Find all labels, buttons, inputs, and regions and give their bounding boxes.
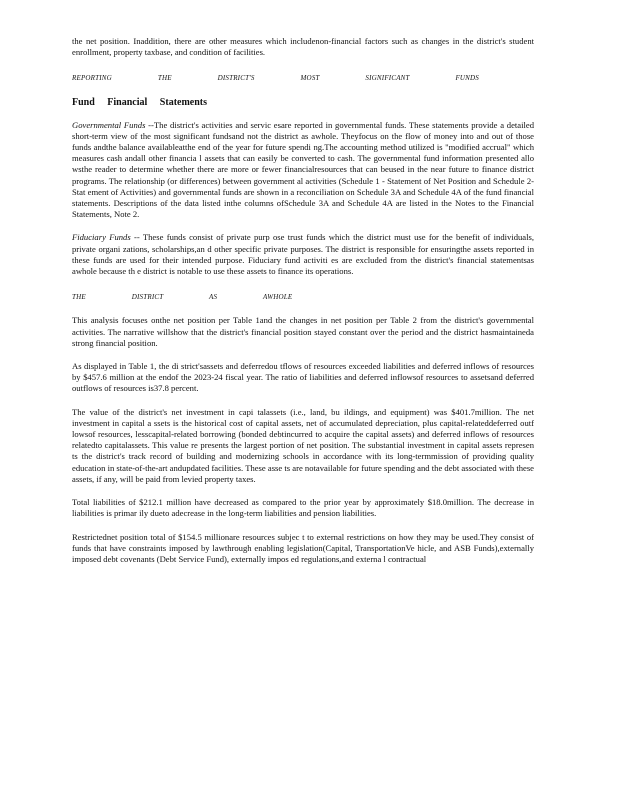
intro-paragraph: the net position. Inaddition, there are other measures which includenon-financial factors such as changes in the district's student enrollment, property taxbase, and condition of facilities. — [72, 36, 534, 58]
fiduciary-funds-text: -- These funds consist of private purp ose trust funds which the district must use for the benefit of individuals, private organi zations, scholarships,an d other specific private purposes. The district is responsible for ensuringthe assets reported in these funds are used for their intended purpose. Fiduciary fund activiti es are excluded from the district's financial statementsas awhole because th e district is notable to use these assets to finance its operations. — [72, 232, 534, 277]
assets-paragraph: As displayed in Table 1, the di strict'sassets and deferredou tflows of resources exceeded liabilities and deferred inflows of resources by $457.6 million at the endof the 2023-24 fiscal year. The ratio of liabilities and deferred inflowsof resources to assetsand deferred outflows of resources is37.8 percent. — [72, 361, 534, 394]
capital-assets-paragraph: The value of the district's net investment in capi talassets (i.e., land, bu ildings, and equipment) was $401.7million. The net investment in capital a ssets is the historical cost of capital assets, net of accumulated depreciation, plus capital-relateddeferred outf lowsof resources, lesscapital-related borrowing (bonded debtincurred to acquire the capital assets) and deferred inflows of resources relatedto capitalassets. This value re presents the largest portion of net position. The substantial investment in capital assets represen ts the district's track record of building and modernizing schools in accordance with its long-termmission of providing quality education in state-of-the-art andupdated facilities. These asse ts are notavailable for future spending and the debt associated with these assets, if any, will be paid from levied property taxes. — [72, 406, 534, 484]
liabilities-paragraph: Total liabilities of $212.1 million have decreased as compared to the prior year by approximately $18.0million. The decrease in liabilities is primar ily dueto adecrease in the long-term liabilities and pension liabilities. — [72, 497, 534, 519]
reporting-funds-heading: REPORTING THE DISTRICT'S MOST SIGNIFICANT FUNDS — [72, 74, 480, 83]
fiduciary-funds-paragraph — [72, 232, 534, 277]
restricted-net-position-paragraph: Restrictednet position total of $154.5 millionare resources subjec t to external restrictions on how they may be used.They consist of funds that have constraints imposed by lawthrough enabling legislation(Capital, TransportationVe hicle, and ASB Funds),externally imposed debt covenants (Debt Service Fund), externally impos ed regulations,and externa l contractual — [72, 531, 534, 564]
governmental-funds-lead: Governmental Funds — [72, 119, 146, 130]
fund-financial-statements-heading: Fund Financial Statements — [72, 96, 208, 108]
fiduciary-funds-lead: Fiduciary Funds — [72, 232, 131, 243]
document-page — [72, 36, 534, 565]
district-as-whole-heading: THE DISTRICT AS AWHOLE — [72, 293, 293, 302]
analysis-paragraph: This analysis focuses onthe net position per Table 1and the changes in net position per Table 2 from the district's governmental activities. The narrative willshow that the district's financial position stayed constant over the period and the district hasmaintaineda strong financial position. — [72, 315, 534, 348]
governmental-funds-paragraph — [72, 120, 534, 221]
governmental-funds-text: --The district's activities and servic esare reported in governmental funds. These statements provide a detailed short-term view of the most significant fundsand not the district as awhole. Theyfocus on the flow of money into and out of those funds andthe balance availableatthe end of the year for future spendi ng.The accounting method utilized is "modified accrual" which measures cash andall other financia l assets that can easily be converted to cash. The governmental fund information presented allo wsthe reader to determine whether there are more or fewer financialresources that can beused in the near future to finance district programs. The relationship (or differences) between government al activities (Schedule 1 - Statement of Net Position and Schedule 2- Stat ement of Activities) and governmental funds are shown in a reconciliation on Schedule 3A and Schedule 4A of the fund financial statements. Descriptions of the data listed inthe columns ofSchedule 3A and Schedule 4A are listed in the Notes to the Financial Statements, Note 2. — [72, 119, 535, 220]
